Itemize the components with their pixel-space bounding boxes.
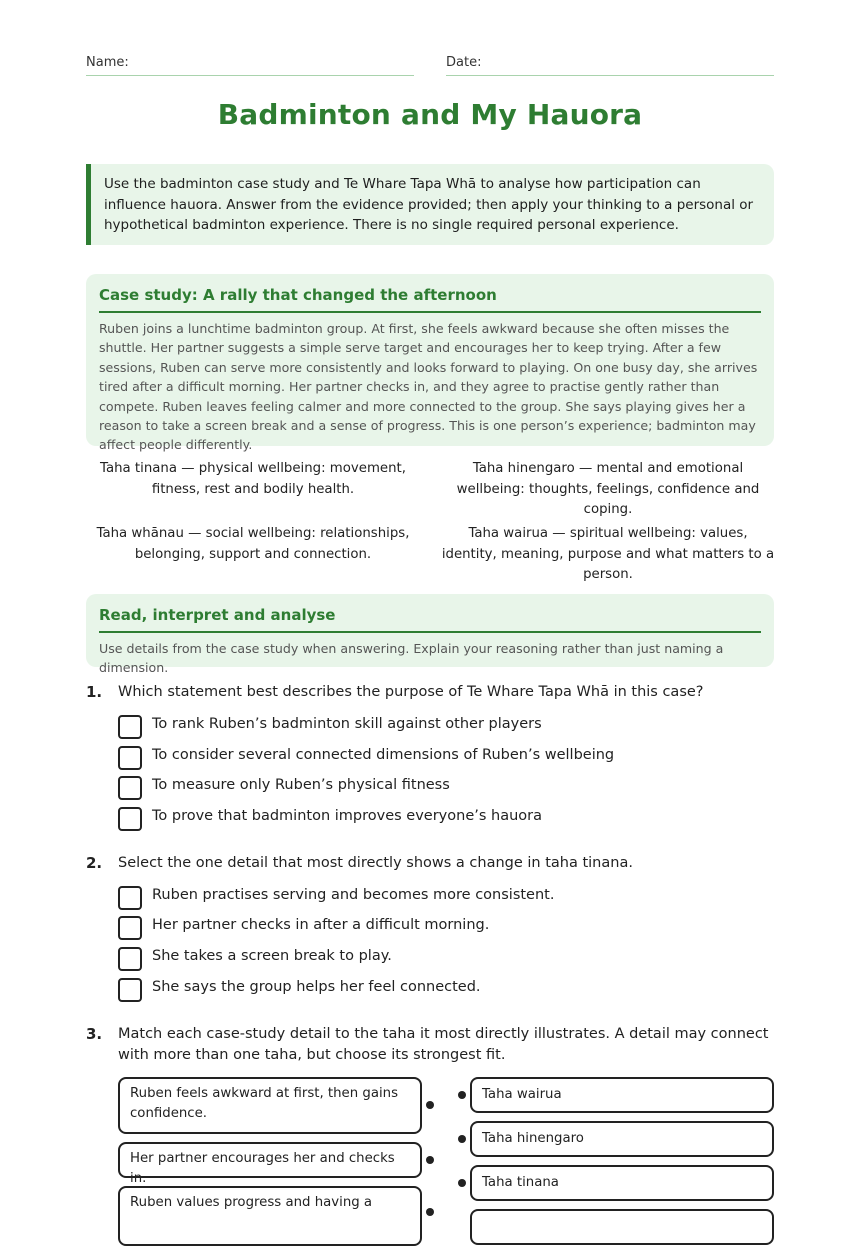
- question-3-number: 3.: [86, 1025, 103, 1043]
- question-1-option-d[interactable]: [118, 807, 758, 831]
- checkbox[interactable]: [118, 746, 142, 770]
- option-label: Ruben practises serving and becomes more consistent.: [152, 887, 555, 903]
- match-right-item-3[interactable]: Taha tinana: [470, 1165, 774, 1201]
- question-1-option-c[interactable]: [118, 776, 758, 800]
- match-left-item-3[interactable]: Ruben values progress and having a: [118, 1186, 422, 1246]
- question-1-option-a[interactable]: [118, 715, 758, 739]
- checkbox[interactable]: [118, 715, 142, 739]
- checkbox[interactable]: [118, 978, 142, 1002]
- section-note: Use details from the case study when answering. Explain your reasoning rather than just naming a dimension.: [99, 641, 724, 676]
- question-2-option-b[interactable]: [118, 916, 758, 940]
- match-left-dot-2[interactable]: [426, 1156, 434, 1164]
- section-panel: [86, 594, 774, 676]
- match-right-item-4[interactable]: [470, 1209, 774, 1245]
- taha-whanau-definition: Taha whānau — social wellbeing: relationships, belonging, support and connection.: [96, 526, 410, 562]
- match-right-item-1[interactable]: Taha wairua: [470, 1077, 774, 1113]
- case-study-heading: Case study: A rally that changed the afternoon: [99, 274, 761, 313]
- name-label: Name:: [86, 55, 129, 70]
- section-heading: Read, interpret and analyse: [99, 594, 761, 633]
- match-right-dot-1[interactable]: [458, 1091, 466, 1099]
- name-field[interactable]: [86, 54, 414, 76]
- question-3-text: Match each case-study detail to the taha it most directly illustrates. A detail may connect with more than one taha, but choose its strongest fit.: [118, 1026, 769, 1063]
- date-field[interactable]: [446, 54, 774, 76]
- date-label: Date:: [446, 55, 482, 70]
- name-date-row: [86, 54, 774, 76]
- option-label: To consider several connected dimensions of Ruben’s wellbeing: [152, 747, 615, 763]
- match-left-dot-1[interactable]: [426, 1101, 434, 1109]
- checkbox[interactable]: [118, 807, 142, 831]
- question-1-text: Which statement best describes the purpose of Te Whare Tapa Whā in this case?: [118, 684, 704, 700]
- match-right-dot-2[interactable]: [458, 1135, 466, 1143]
- checkbox[interactable]: [118, 916, 142, 940]
- case-study-panel: [86, 274, 774, 453]
- question-2-text: Select the one detail that most directly shows a change in taha tinana.: [118, 855, 633, 871]
- match-left-dot-3[interactable]: [426, 1208, 434, 1216]
- option-label: Her partner checks in after a difficult morning.: [152, 917, 490, 933]
- match-right-dot-3[interactable]: [458, 1179, 466, 1187]
- match-left-item-2[interactable]: Her partner encourages her and checks in.: [118, 1142, 422, 1178]
- page-title: Badminton and My Hauora: [217, 98, 643, 131]
- question-2-number: 2.: [86, 854, 103, 872]
- intro-callout: Use the badminton case study and Te Whare Tapa Whā to analyse how participation can influence hauora. Answer from the evidence provided; then apply your thinking to a personal or hypothetical badminton experience. There is no single required personal experience.: [86, 164, 774, 245]
- taha-tinana-definition: Taha tinana — physical wellbeing: movement, fitness, rest and bodily health.: [100, 461, 406, 497]
- option-label: To rank Ruben’s badminton skill against other players: [152, 716, 542, 732]
- option-label: She takes a screen break to play.: [152, 948, 392, 964]
- question-2-option-c[interactable]: [118, 947, 758, 971]
- checkbox[interactable]: [118, 776, 142, 800]
- match-right-item-2[interactable]: Taha hinengaro: [470, 1121, 774, 1157]
- question-1-number: 1.: [86, 683, 103, 701]
- option-label: To prove that badminton improves everyone’s hauora: [152, 808, 542, 824]
- taha-hinengaro-definition: Taha hinengaro — mental and emotional wellbeing: thoughts, feelings, confidence and coping.: [456, 461, 760, 517]
- question-2-option-d[interactable]: [118, 978, 758, 1002]
- checkbox[interactable]: [118, 947, 142, 971]
- question-1-option-b[interactable]: [118, 746, 758, 770]
- checkbox[interactable]: [118, 886, 142, 910]
- taha-wairua-definition: Taha wairua — spiritual wellbeing: values, identity, meaning, purpose and what matters to a person.: [441, 526, 775, 582]
- option-label: She says the group helps her feel connected.: [152, 979, 481, 995]
- question-2-option-a[interactable]: [118, 886, 758, 910]
- match-left-item-1[interactable]: Ruben feels awkward at first, then gains confidence.: [118, 1077, 422, 1134]
- case-study-body: Ruben joins a lunchtime badminton group. At first, she feels awkward because she often misses the shuttle. Her partner suggests a simple serve target and encourages her to keep trying. After a few sessions, Ruben can serve more consistently and looks forward to playing. On one busy day, she arrives tired after a difficult morning. Her partner checks in, and they agree to practise gently rather than compete. Ruben leaves feeling calmer and more connected to the group. She says playing gives her a reason to take a screen break and a sense of progress. This is one person’s experience; badminton may affect people differently.: [99, 321, 758, 453]
- option-label: To measure only Ruben’s physical fitness: [152, 777, 450, 793]
